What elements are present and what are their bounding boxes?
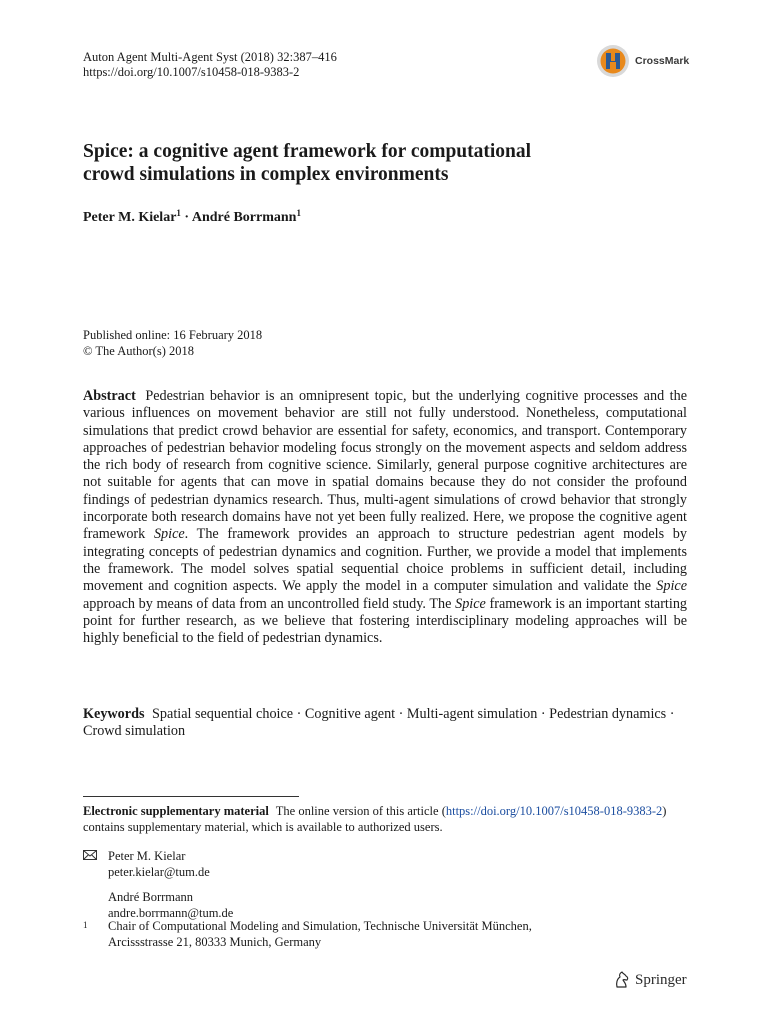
doi-line[interactable]: https://doi.org/10.1007/s10458-018-9383-2 bbox=[83, 65, 300, 79]
contact-name: André Borrmann bbox=[108, 890, 194, 904]
framework-name: Spice bbox=[656, 578, 687, 595]
title-line-2: crowd simulations in complex environments bbox=[83, 164, 449, 185]
framework-name: Spice bbox=[455, 595, 486, 612]
author-affiliation-marker: 1 bbox=[296, 208, 301, 218]
crossmark-label: CrossMark bbox=[635, 55, 690, 67]
footnote-divider bbox=[83, 796, 299, 797]
abstract-text: . The framework provides an approach to structure pedestrian agent models by integrating concepts of pedestrian dynamics and cognition. Further, we provide a model that implements the framework. The model solves spatial sequential choice problems in sufficient detail, including movement and cognition aspects. We apply the model in a computer simulation and validate the bbox=[83, 526, 687, 595]
contact-entry bbox=[83, 890, 233, 921]
supplementary-link[interactable]: https://doi.org/10.1007/s10458-018-9383-2 bbox=[445, 804, 663, 818]
crossmark-badge[interactable] bbox=[596, 44, 689, 78]
supplementary-note bbox=[83, 804, 687, 835]
supplementary-text: ) contains supplementary material, which is available to authorized users. bbox=[83, 804, 667, 834]
author-name[interactable]: André Borrmann bbox=[191, 210, 297, 225]
corresponding-authors bbox=[83, 849, 233, 921]
affiliation-number: 1 bbox=[83, 920, 88, 930]
affiliation bbox=[83, 919, 643, 950]
supplementary-heading: Electronic supplementary material bbox=[83, 804, 269, 818]
affiliation-line: Arcissstrasse 21, 80333 Munich, Germany bbox=[108, 934, 322, 949]
abstract-heading: Abstract bbox=[83, 388, 136, 404]
abstract-text: Pedestrian behavior is an omnipresent topic, but the underlying cognitive processes and the various influences on movement behavior are still not fully understood. Nonetheless, computational simulations that predict crowd behavior are essential for safety, economics, and transport. Contemporary approaches of pedestrian behavior modeling focus strongly on the movement aspects and seldom address the rich body of research from cognitive science. Similarly, general purpose cognitive architectures are not suitable for agents that can move in spatial domains because they do not consider the profound findings of pedestrian dynamics research. Thus, multi-agent simulations of crowd behavior that strongly incorporate both research domains have not yet been fully realized. Here, we propose the cognitive agent framework bbox=[83, 388, 688, 543]
journal-citation bbox=[83, 50, 337, 80]
abstract-text: approach by means of data from an uncontrolled field study. The bbox=[83, 595, 456, 612]
abstract-section bbox=[83, 388, 687, 647]
published-date: Published online: 16 February 2018 bbox=[83, 328, 263, 342]
contact-email[interactable]: peter.kielar@tum.de bbox=[108, 864, 210, 879]
author-separator: · bbox=[180, 210, 192, 225]
framework-name: Spice bbox=[153, 526, 185, 543]
publisher-name: Springer bbox=[635, 971, 687, 988]
journal-reference: Auton Agent Multi-Agent Syst (2018) 32:387–416 bbox=[83, 50, 337, 64]
title-line-1: Spice: a cognitive agent framework for computational bbox=[83, 141, 532, 162]
author-name[interactable]: Peter M. Kielar bbox=[83, 210, 177, 225]
paper-title bbox=[83, 140, 683, 186]
supplementary-text: The online version of this article ( bbox=[275, 804, 446, 818]
abstract-text: framework is an important starting point for further research, as we believe that fostering interdisciplinary modeling approaches will be highly beneficial to the field of pedestrian dynamics. bbox=[83, 595, 688, 647]
keywords-list: Spatial sequential choice · Cognitive agent · Multi-agent simulation · Pedestrian dynamics · Crowd simulation bbox=[83, 706, 675, 740]
author-list bbox=[83, 208, 301, 226]
publication-info bbox=[83, 328, 262, 359]
keywords-heading: Keywords bbox=[83, 706, 145, 722]
keywords-section bbox=[83, 706, 687, 741]
copyright-line: © The Author(s) 2018 bbox=[83, 343, 194, 358]
crossmark-icon bbox=[596, 44, 630, 78]
affiliation-line: Chair of Computational Modeling and Simulation, Technische Universität München, bbox=[108, 919, 532, 933]
author-affiliation-marker: 1 bbox=[176, 208, 181, 218]
envelope-icon bbox=[83, 849, 108, 880]
contact-entry bbox=[83, 849, 233, 880]
contact-email[interactable]: andre.borrmann@tum.de bbox=[108, 905, 234, 920]
springer-horse-icon bbox=[614, 971, 630, 989]
publisher-logo bbox=[614, 971, 687, 989]
contact-name: Peter M. Kielar bbox=[108, 849, 186, 863]
